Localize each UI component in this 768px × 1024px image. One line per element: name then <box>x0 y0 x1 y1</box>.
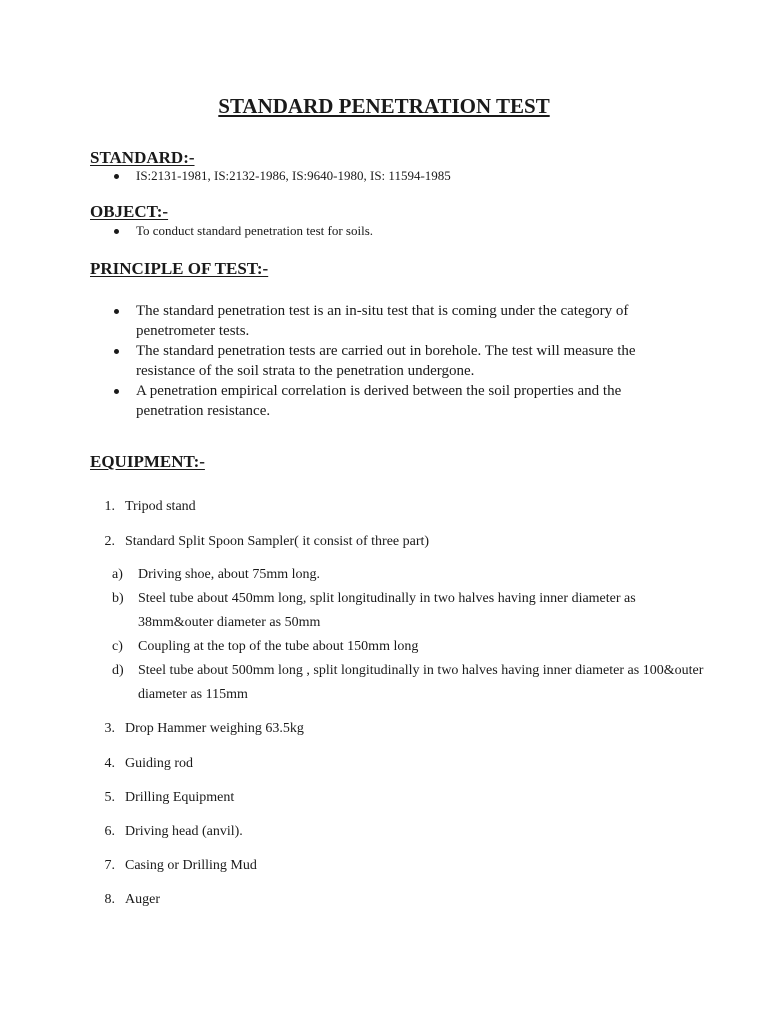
object-heading: OBJECT:- <box>90 202 169 221</box>
list-item: a) Driving shoe, about 75mm long. <box>112 567 320 582</box>
list-item: 3. Drop Hammer weighing 63.5kg <box>104 721 304 736</box>
list-item: 7. Casing or Drilling Mud <box>104 858 257 873</box>
list-item: d) Steel tube about 500mm long , split longitudinally in two halves having inner diameter as 100&outer diameter as 115mm <box>112 663 704 702</box>
list-item: IS:2131-1981, IS:2132-1986, IS:9640-1980, IS: 11594-1985 <box>90 168 690 184</box>
sampler-parts-list <box>90 563 710 707</box>
list-item: 8. Auger <box>104 892 160 907</box>
principle-heading: PRINCIPLE OF TEST:- <box>90 259 269 278</box>
object-list <box>90 223 690 239</box>
principle-list <box>90 301 690 421</box>
list-item: b) Steel tube about 450mm long, split longitudinally in two halves having inner diameter as 38mm&outer diameter as 50mm <box>112 591 636 630</box>
equipment-heading: EQUIPMENT:- <box>90 452 205 471</box>
list-item: The standard penetration test is an in-situ test that is coming under the category of penetrometer tests. <box>90 301 690 341</box>
list-item: 1. Tripod stand <box>104 499 196 514</box>
list-item: To conduct standard penetration test for soils. <box>90 223 690 239</box>
list-item: c) Coupling at the top of the tube about 150mm long <box>112 639 419 654</box>
list-item: 4. Guiding rod <box>104 756 194 771</box>
list-item: The standard penetration tests are carried out in borehole. The test will measure the resistance of the soil strata to the penetration undergone. <box>90 341 690 381</box>
standard-heading: STANDARD:- <box>90 148 195 167</box>
list-item: 2. Standard Split Spoon Sampler( it consist of three part) <box>104 534 430 549</box>
standard-list <box>90 168 690 184</box>
list-item: 5. Drilling Equipment <box>104 790 235 805</box>
page-title: STANDARD PENETRATION TEST <box>218 94 550 118</box>
list-item: A penetration empirical correlation is derived between the soil properties and the penetration resistance. <box>90 381 690 421</box>
list-item: 6. Driving head (anvil). <box>104 824 243 839</box>
